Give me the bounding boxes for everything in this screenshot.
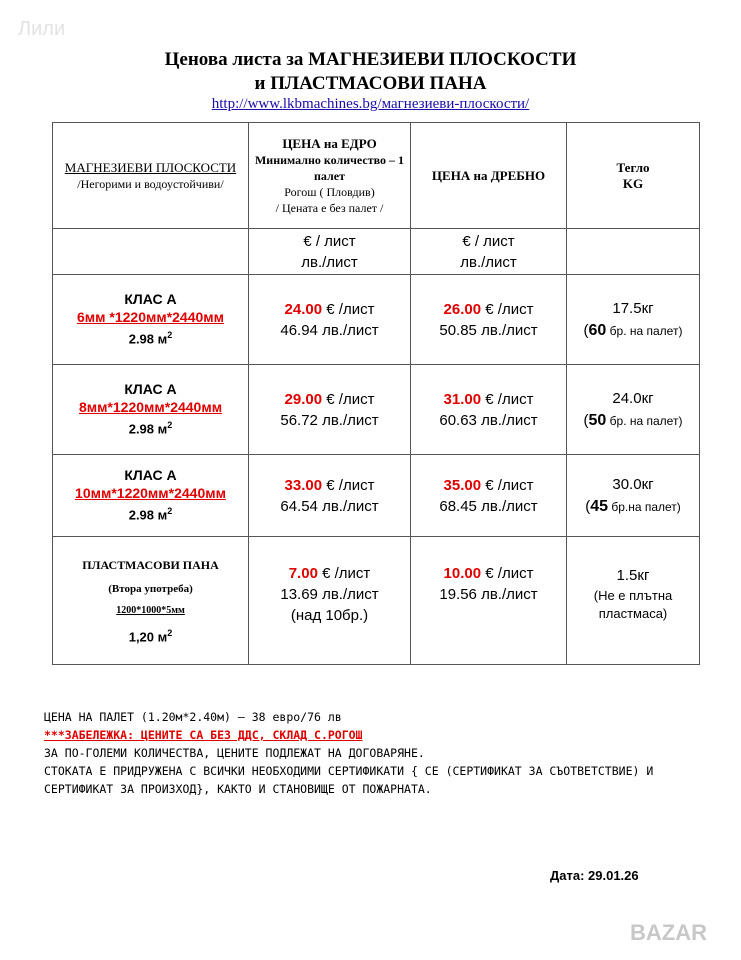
plastic-weight: 1.5кг bbox=[616, 567, 650, 584]
plastic-retail-eur: 10.00 € /лист bbox=[443, 565, 534, 582]
plastic-wholesale-note: (над 10бр.) bbox=[290, 607, 369, 624]
plastic-wholesale-lv: 13.69 лв./лист bbox=[280, 586, 379, 603]
unit-retail-lv: лв./лист bbox=[460, 253, 517, 271]
weight-value: 30.0кг bbox=[612, 475, 654, 493]
unit-wholesale bbox=[249, 229, 411, 275]
weight-cell bbox=[567, 275, 700, 365]
header-product-title: МАГНЕЗИЕВИ ПЛОСКОСТИ bbox=[64, 159, 237, 175]
unit-wholesale-lv: лв./лист bbox=[301, 253, 358, 271]
table-row bbox=[53, 455, 700, 537]
product-area: 2.98 $м^2$ bbox=[128, 506, 173, 523]
unit-retail-eur: € / лист bbox=[462, 232, 515, 250]
retail-lv: 68.45 лв./лист bbox=[439, 497, 538, 515]
header-retail bbox=[411, 123, 567, 229]
note-certificates: СТОКАТА Е ПРИДРУЖЕНА С ВСИЧКИ НЕОБХОДИМИ СЕРТИФИКАТИ { СЕ (СЕРТИФИКАТ ЗА СЪОТВЕТСТВИЕ) И СЕРТИФИКАТ ЗА ПРОИЗХОД}, КАКТО И СТАНОВИЩЕ ОТ ПОЖАРНАТА. bbox=[44, 764, 654, 796]
wholesale-eur: 24.00 € /лист bbox=[284, 300, 375, 318]
header-weight-unit: KG bbox=[622, 175, 644, 191]
unit-wholesale-eur: € / лист bbox=[303, 232, 356, 250]
wholesale-lv: 46.94 лв./лист bbox=[280, 321, 379, 339]
page-title-line2: и ПЛАСТМАСОВИ ПАНА bbox=[254, 73, 487, 94]
watermark-text: Лили bbox=[18, 18, 66, 40]
header-weight-title: Тегло bbox=[616, 159, 650, 175]
plastic-subtitle: (Втора употреба) bbox=[108, 583, 193, 596]
product-class: КЛАС А bbox=[124, 467, 177, 484]
product-dimensions: 10мм*1220мм*2440мм bbox=[75, 485, 226, 502]
product-cell bbox=[53, 275, 249, 365]
note-quantity: ЗА ПО-ГОЛЕМИ КОЛИЧЕСТВА, ЦЕНИТЕ ПОДЛЕЖАТ НА ДОГОВАРЯНЕ. bbox=[44, 746, 425, 760]
pallet-count: (45 бр.на палет) bbox=[585, 497, 681, 515]
table-row-plastic bbox=[53, 537, 700, 665]
product-cell bbox=[53, 455, 249, 537]
wholesale-price-cell bbox=[249, 275, 411, 365]
product-area: 2.98 $м^2$ bbox=[128, 420, 173, 437]
product-area: 2.98 $м^2$ bbox=[128, 330, 173, 347]
wholesale-price-cell bbox=[249, 455, 411, 537]
price-table bbox=[52, 122, 700, 665]
retail-eur: 26.00 € /лист bbox=[443, 300, 534, 318]
product-class: КЛАС А bbox=[124, 381, 177, 398]
unit-retail bbox=[411, 229, 567, 275]
wholesale-lv: 64.54 лв./лист bbox=[280, 497, 379, 515]
note-pallet-price: ЦЕНА НА ПАЛЕТ (1.20м*2.40м) – 38 евро/76 лв bbox=[44, 710, 342, 724]
plastic-area: 1,20 $м^2$ bbox=[128, 628, 173, 645]
unit-empty-cell bbox=[53, 229, 249, 275]
retail-price-cell bbox=[411, 365, 567, 455]
header-product bbox=[53, 123, 249, 229]
plastic-wholesale-eur: 7.00 € /лист bbox=[288, 565, 371, 582]
retail-eur: 35.00 € /лист bbox=[443, 476, 534, 494]
retail-lv: 50.85 лв./лист bbox=[439, 321, 538, 339]
plastic-dimensions: 1200*1000*5мм bbox=[116, 605, 185, 617]
header-wholesale-location: Рогош ( Пловдив) bbox=[284, 184, 375, 199]
retail-eur: 31.00 € /лист bbox=[443, 390, 534, 408]
plastic-retail-cell bbox=[411, 537, 567, 665]
notes-section bbox=[44, 708, 704, 798]
document-date: Дата: 29.01.26 bbox=[550, 868, 639, 883]
retail-price-cell bbox=[411, 275, 567, 365]
weight-cell bbox=[567, 365, 700, 455]
product-cell bbox=[53, 365, 249, 455]
weight-cell bbox=[567, 455, 700, 537]
wholesale-eur: 29.00 € /лист bbox=[284, 390, 375, 408]
header-product-sub: /Негорими и водоустойчиви/ bbox=[77, 176, 224, 191]
header-wholesale bbox=[249, 123, 411, 229]
plastic-weight-note2: пластмаса) bbox=[598, 606, 668, 621]
plastic-wholesale-cell bbox=[249, 537, 411, 665]
plastic-product-cell bbox=[53, 537, 249, 665]
header-weight bbox=[567, 123, 700, 229]
table-row bbox=[53, 365, 700, 455]
wholesale-lv: 56.72 лв./лист bbox=[280, 411, 379, 429]
retail-lv: 60.63 лв./лист bbox=[439, 411, 538, 429]
pallet-count: (60 бр. на палет) bbox=[583, 321, 683, 339]
plastic-title: ПЛАСТМАСОВИ ПАНА bbox=[82, 558, 219, 573]
plastic-weight-cell bbox=[567, 537, 700, 665]
header-wholesale-note: / Цената е без палет / bbox=[275, 200, 384, 215]
product-class: КЛАС А bbox=[124, 291, 177, 308]
bazar-logo: BAZAR bbox=[630, 920, 707, 945]
header-wholesale-title: ЦЕНА на ЕДРО bbox=[282, 135, 377, 151]
wholesale-eur: 33.00 € /лист bbox=[284, 476, 375, 494]
page-title-line1: Ценова листа за МАГНЕЗИЕВИ ПЛОСКОСТИ bbox=[164, 49, 577, 70]
plastic-weight-note1: (Не е плътна bbox=[593, 588, 673, 603]
product-dimensions: 6мм *1220мм*2440мм bbox=[77, 309, 224, 326]
unit-row bbox=[53, 229, 700, 275]
table-header-row bbox=[53, 123, 700, 229]
table-row bbox=[53, 275, 700, 365]
header-retail-title: ЦЕНА на ДРЕБНО bbox=[431, 167, 546, 183]
website-link[interactable]: http://www.lkbmachines.bg/магнезиеви-плоскости/ bbox=[211, 96, 530, 112]
wholesale-price-cell bbox=[249, 365, 411, 455]
weight-value: 17.5кг bbox=[612, 299, 654, 317]
product-dimensions: 8мм*1220мм*2440мм bbox=[78, 399, 223, 416]
unit-weight-empty bbox=[567, 229, 700, 275]
retail-price-cell bbox=[411, 455, 567, 537]
header-wholesale-min: Минимално количество – 1 палет bbox=[254, 152, 404, 183]
plastic-retail-lv: 19.56 лв./лист bbox=[439, 586, 538, 603]
weight-value: 24.0кг bbox=[612, 389, 654, 407]
pallet-count: (50 бр. на палет) bbox=[583, 411, 683, 429]
note-warning: ***ЗАБЕЛЕЖКА: ЦЕНИТЕ СА БЕЗ ДДС, СКЛАД С.РОГОШ bbox=[44, 728, 363, 742]
